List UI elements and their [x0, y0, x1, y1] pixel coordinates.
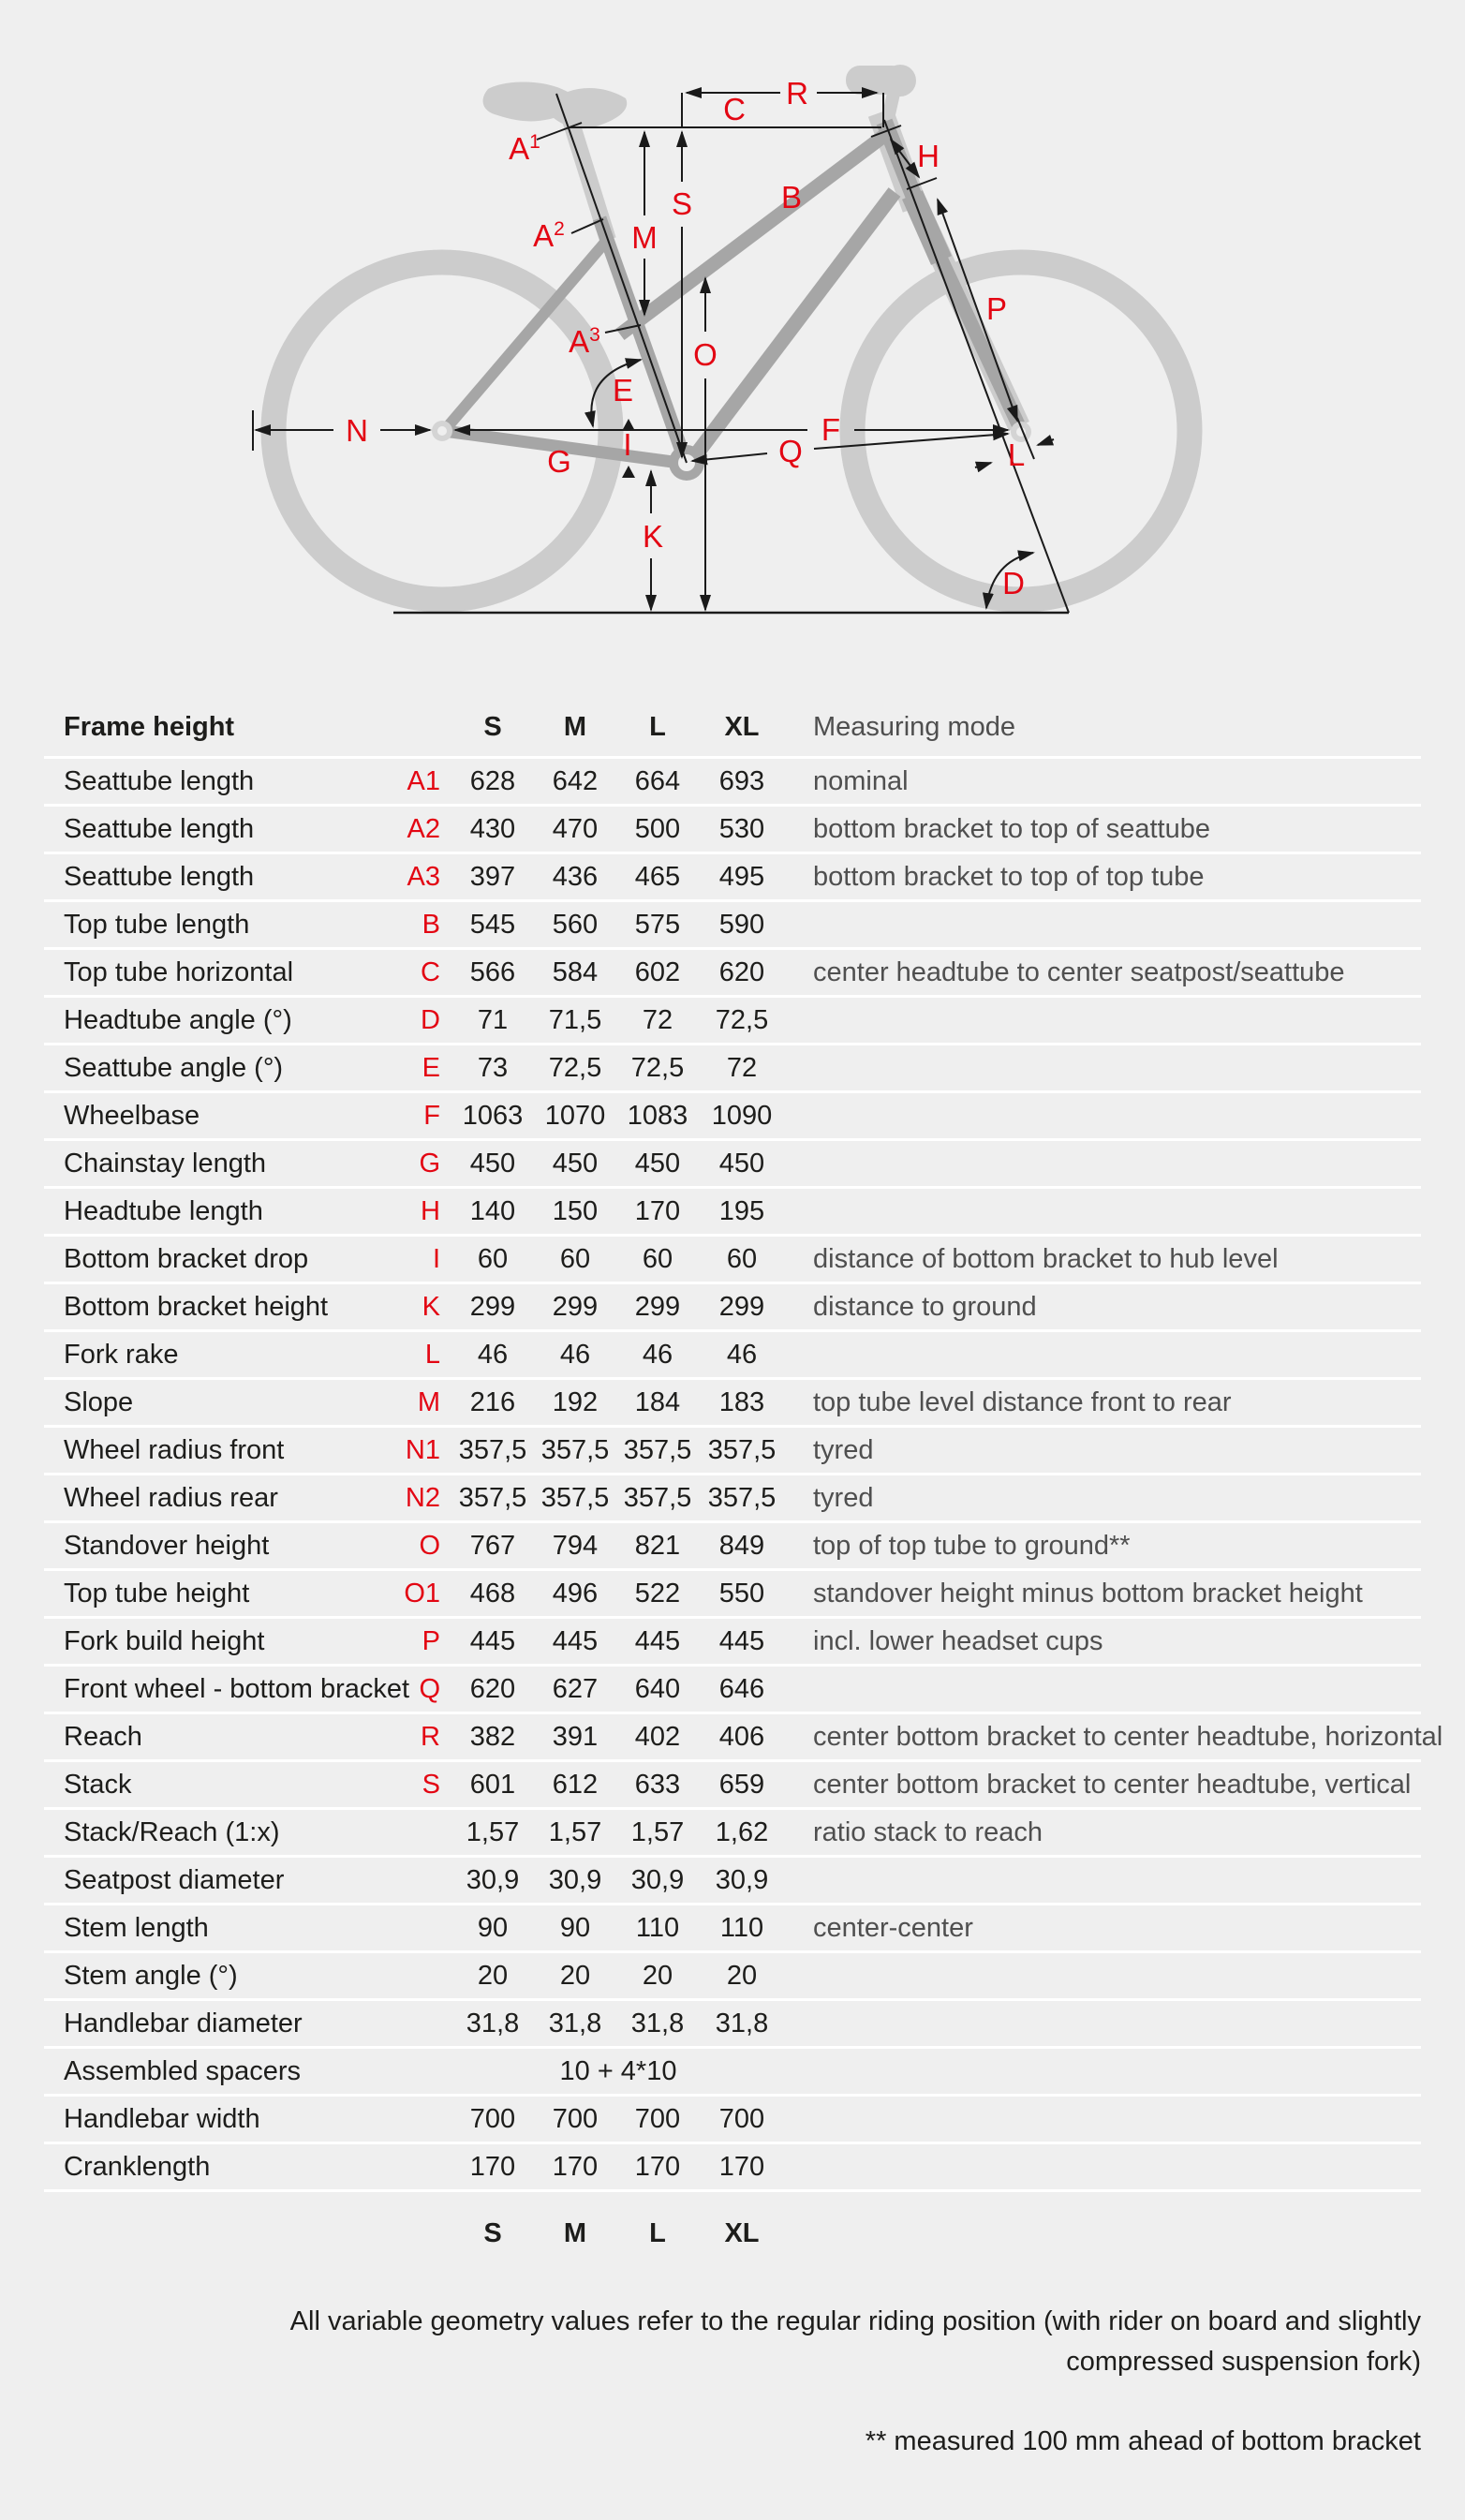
row-value-s: 382: [469, 1721, 516, 1752]
row-value-s: 46: [477, 1339, 509, 1370]
row-value-m: 60: [559, 1243, 591, 1274]
row-value-m: 450: [552, 1148, 599, 1178]
row-value-m: 170: [552, 2151, 599, 2182]
row-letter: N2: [405, 1482, 440, 1513]
row-letter: E: [422, 1052, 440, 1083]
row-letter: M: [417, 1386, 440, 1417]
row-label: Seattube length: [64, 813, 255, 844]
row-value-l: 110: [635, 1912, 680, 1943]
table-row: [44, 1237, 1421, 1284]
row-note: standover height minus bottom bracket height: [813, 1578, 1363, 1608]
row-label: Assembled spacers: [64, 2055, 302, 2086]
row-value-l: 402: [634, 1721, 681, 1752]
table-row: [44, 902, 1421, 950]
table-row: [44, 1619, 1421, 1667]
row-value-l: 1083: [627, 1100, 688, 1131]
row-value-l: 60: [642, 1243, 673, 1274]
row-value-xl: 72: [726, 1052, 758, 1083]
row-label: Front wheel - bottom bracket: [64, 1673, 410, 1704]
table-row: [44, 1428, 1421, 1475]
row-value-m: 72,5: [548, 1052, 602, 1083]
table-row: [44, 1045, 1421, 1093]
row-letter: H: [421, 1195, 440, 1226]
row-label: Stack: [64, 1769, 132, 1800]
row-span-value: 10 + 4*10: [559, 2055, 677, 2086]
row-label: Stem length: [64, 1912, 209, 1943]
row-value-m: 192: [552, 1386, 599, 1417]
diagram-label-R: R: [786, 76, 808, 111]
diagram-label-A1: $A^1$: [509, 131, 540, 166]
diagram-label-K: K: [642, 519, 664, 554]
row-note: center headtube to center seatpost/seattube: [813, 956, 1345, 987]
table-row: [44, 1810, 1421, 1858]
diagram-label-F: F: [821, 412, 841, 447]
footer-size-xl: XL: [724, 2218, 760, 2248]
table-row: [44, 1714, 1443, 1762]
row-value-s: 71: [477, 1004, 509, 1035]
i-arrow-bottom: [622, 466, 635, 478]
row-note: center-center: [813, 1912, 973, 1943]
row-value-xl: 1090: [711, 1100, 773, 1131]
table-row: [44, 1858, 1421, 1905]
row-value-l: 30,9: [630, 1864, 685, 1895]
row-value-s: 90: [477, 1912, 509, 1943]
row-value-xl: 170: [718, 2151, 765, 2182]
row-value-l: 46: [642, 1339, 673, 1370]
row-label: Handlebar diameter: [64, 2008, 303, 2038]
row-value-l: 357,5: [623, 1482, 692, 1513]
row-value-s: 628: [469, 765, 516, 796]
row-value-m: 627: [552, 1673, 599, 1704]
footer-size-s: S: [483, 2218, 502, 2248]
row-value-xl: 849: [718, 1530, 765, 1561]
table-row: [44, 2097, 1421, 2144]
row-label: Seattube angle (°): [64, 1052, 284, 1083]
row-letter: S: [422, 1769, 440, 1800]
row-note: bottom bracket to top of seattube: [813, 813, 1210, 844]
row-note: top of top tube to ground**: [813, 1530, 1131, 1561]
row-letter: A2: [407, 813, 440, 844]
row-value-xl: 110: [719, 1912, 764, 1943]
row-label: Seattube length: [64, 861, 255, 892]
row-value-m: 391: [552, 1721, 599, 1752]
table-row: [44, 2144, 1421, 2192]
header-measuring-mode: Measuring mode: [813, 711, 1015, 742]
row-label: Headtube angle (°): [64, 1004, 292, 1035]
row-value-s: 31,8: [466, 2008, 520, 2038]
row-value-xl: 183: [718, 1386, 765, 1417]
row-value-s: 430: [469, 813, 516, 844]
row-value-s: 767: [469, 1530, 516, 1561]
row-value-s: 170: [469, 2151, 516, 2182]
row-value-m: 150: [552, 1195, 599, 1226]
table-row: [44, 854, 1421, 902]
row-note: top tube level distance front to rear: [813, 1386, 1232, 1417]
row-value-m: 1,57: [548, 1816, 602, 1847]
table-row: [44, 1189, 1421, 1237]
table-row: [44, 1475, 1421, 1523]
table-row: [44, 1905, 1421, 1953]
bike-silhouette: [274, 65, 1190, 600]
table-row: [44, 1571, 1421, 1619]
row-letter: A3: [407, 861, 440, 892]
diagram-label-I: I: [623, 427, 632, 462]
measure-note: ** measured 100 mm ahead of bottom bracket: [865, 2426, 1421, 2456]
row-value-l: 184: [634, 1386, 681, 1417]
table-header-row: [44, 698, 1421, 759]
row-value-m: 612: [552, 1769, 599, 1800]
row-letter: K: [422, 1291, 440, 1322]
row-value-xl: 550: [718, 1578, 765, 1608]
row-note: ratio stack to reach: [813, 1816, 1043, 1847]
row-value-l: 20: [642, 1960, 673, 1991]
row-value-xl: 590: [718, 909, 765, 940]
row-label: Seatpost diameter: [64, 1864, 285, 1895]
row-value-l: 664: [634, 765, 681, 796]
row-value-s: 566: [469, 956, 516, 987]
row-value-xl: 700: [718, 2103, 765, 2134]
row-value-xl: 31,8: [715, 2008, 769, 2038]
row-note: distance to ground: [813, 1291, 1037, 1322]
row-value-m: 90: [559, 1912, 591, 1943]
row-value-xl: 693: [718, 765, 765, 796]
row-value-m: 642: [552, 765, 599, 796]
row-value-s: 60: [477, 1243, 509, 1274]
row-note: tyred: [813, 1482, 874, 1513]
row-value-xl: 46: [726, 1339, 758, 1370]
row-label: Top tube length: [64, 909, 250, 940]
diagram-label-P: P: [985, 291, 1008, 326]
table-row: [44, 2049, 1421, 2097]
diagram-label-M: M: [631, 220, 658, 255]
header-size-xl: XL: [724, 711, 760, 742]
row-value-xl: 299: [718, 1291, 765, 1322]
table-row: [44, 1093, 1421, 1141]
row-value-m: 470: [552, 813, 599, 844]
row-value-l: 700: [634, 2103, 681, 2134]
table-row: [44, 1523, 1421, 1571]
row-value-s: 1,57: [466, 1816, 520, 1847]
row-value-s: 357,5: [458, 1482, 527, 1513]
row-label: Wheel radius front: [64, 1434, 285, 1465]
row-note: tyred: [813, 1434, 874, 1465]
row-value-l: 1,57: [630, 1816, 685, 1847]
row-note: distance of bottom bracket to hub level: [813, 1243, 1279, 1274]
row-value-xl: 445: [718, 1625, 765, 1656]
diagram-label-O: O: [693, 337, 718, 372]
geometry-note: All variable geometry values refer to the regular riding position (with rider on board and slightly compressed suspension fork): [289, 2306, 1421, 2377]
row-value-m: 30,9: [548, 1864, 602, 1895]
row-letter: O: [419, 1530, 440, 1561]
row-label: Headtube length: [64, 1195, 263, 1226]
row-value-s: 397: [469, 861, 516, 892]
row-letter: G: [419, 1148, 440, 1178]
row-label: Cranklength: [64, 2151, 211, 2182]
diagram-label-C: C: [723, 92, 746, 126]
row-value-m: 584: [552, 956, 599, 987]
row-value-m: 496: [552, 1578, 599, 1608]
row-letter: R: [421, 1721, 440, 1752]
geometry-table: [44, 698, 1443, 2462]
row-label: Standover height: [64, 1530, 270, 1561]
row-value-s: 216: [469, 1386, 516, 1417]
row-value-l: 299: [634, 1291, 681, 1322]
table-row: [44, 1380, 1421, 1428]
row-value-xl: 20: [726, 1960, 758, 1991]
row-value-l: 31,8: [630, 2008, 685, 2038]
row-value-l: 633: [634, 1769, 681, 1800]
headtube-axis-line: [884, 120, 1069, 613]
row-value-l: 72: [642, 1004, 673, 1035]
row-label: Wheel radius rear: [64, 1482, 278, 1513]
row-value-s: 299: [469, 1291, 516, 1322]
row-value-xl: 60: [726, 1243, 758, 1274]
row-value-s: 20: [477, 1960, 509, 1991]
row-value-m: 700: [552, 2103, 599, 2134]
row-label: Wheelbase: [64, 1100, 200, 1131]
table-row: [44, 1284, 1421, 1332]
row-label: Top tube height: [64, 1578, 250, 1608]
row-value-s: 357,5: [458, 1434, 527, 1465]
row-value-l: 522: [634, 1578, 681, 1608]
row-value-xl: 659: [718, 1769, 765, 1800]
diagram-label-E: E: [612, 373, 634, 408]
row-letter: L: [424, 1339, 440, 1370]
row-value-xl: 450: [718, 1148, 765, 1178]
row-value-xl: 30,9: [715, 1864, 769, 1895]
row-letter: A1: [407, 765, 440, 796]
l-arrow-left: [975, 463, 991, 467]
row-value-xl: 1,62: [715, 1816, 769, 1847]
row-value-l: 500: [634, 813, 681, 844]
rear-hub-hole: [437, 426, 447, 436]
table-row: [44, 998, 1421, 1045]
footer-size-l: L: [649, 2218, 666, 2248]
row-value-s: 1063: [462, 1100, 524, 1131]
row-label: Chainstay length: [64, 1148, 267, 1178]
row-note: incl. lower headset cups: [813, 1625, 1103, 1656]
diagram-label-S: S: [671, 186, 693, 221]
row-value-s: 140: [469, 1195, 516, 1226]
row-value-s: 601: [469, 1769, 516, 1800]
row-value-s: 445: [469, 1625, 516, 1656]
row-note: center bottom bracket to center headtube, vertical: [813, 1769, 1412, 1800]
row-note: bottom bracket to top of top tube: [813, 861, 1205, 892]
row-label: Slope: [64, 1386, 134, 1417]
row-letter: P: [422, 1625, 440, 1656]
row-value-xl: 357,5: [707, 1434, 777, 1465]
diagram-labels: [346, 76, 1025, 600]
row-label: Seattube length: [64, 765, 255, 796]
footnotes: [44, 2302, 1421, 2462]
row-value-xl: 495: [718, 861, 765, 892]
bike-frame: [432, 122, 1031, 481]
table-row: [44, 2001, 1421, 2049]
row-value-m: 20: [559, 1960, 591, 1991]
diagram-label-Q: Q: [778, 434, 803, 468]
row-value-m: 357,5: [540, 1482, 610, 1513]
row-value-l: 465: [634, 861, 681, 892]
table-row: [44, 759, 1421, 807]
row-label: Bottom bracket drop: [64, 1243, 309, 1274]
row-value-xl: 357,5: [707, 1482, 777, 1513]
diagram-label-B: B: [780, 180, 803, 215]
diagram-label-A3: $A^3$: [569, 324, 600, 359]
diagram-label-H: H: [917, 139, 940, 173]
diagram-label-A2: $A^2$: [533, 218, 565, 253]
row-letter: C: [421, 956, 440, 987]
header-size-m: M: [563, 711, 587, 742]
row-letter: D: [421, 1004, 440, 1035]
diagram-label-N: N: [346, 413, 368, 448]
row-value-s: 30,9: [466, 1864, 520, 1895]
row-label: Reach: [64, 1721, 142, 1752]
row-value-m: 794: [552, 1530, 599, 1561]
table-row: [44, 1141, 1421, 1189]
row-value-l: 445: [634, 1625, 681, 1656]
row-value-l: 170: [634, 2151, 681, 2182]
sizes-footer-row: [44, 2192, 1421, 2249]
row-label: Top tube horizontal: [64, 956, 294, 987]
row-letter: F: [423, 1100, 440, 1131]
row-value-m: 1070: [544, 1100, 606, 1131]
header-size-s: S: [483, 711, 502, 742]
row-value-xl: 530: [718, 813, 765, 844]
row-letter: O1: [404, 1578, 440, 1608]
row-label: Handlebar width: [64, 2103, 260, 2134]
row-letter: B: [422, 909, 440, 940]
row-label: Stem angle (°): [64, 1960, 238, 1991]
row-value-m: 436: [552, 861, 599, 892]
table-title: Frame height: [64, 711, 235, 742]
row-value-s: 620: [469, 1673, 516, 1704]
row-note: center bottom bracket to center headtube, horizontal: [813, 1721, 1443, 1752]
row-value-xl: 406: [718, 1721, 765, 1752]
table-row: [44, 1332, 1421, 1380]
row-value-xl: 646: [718, 1673, 765, 1704]
row-value-s: 450: [469, 1148, 516, 1178]
row-value-s: 73: [477, 1052, 509, 1083]
row-value-l: 575: [634, 909, 681, 940]
table-row: [44, 950, 1421, 998]
row-value-xl: 195: [718, 1195, 765, 1226]
row-value-l: 821: [634, 1530, 681, 1561]
diagram-label-D: D: [1002, 566, 1025, 600]
table-body: [44, 759, 1443, 2192]
l-arrow-right: [1038, 439, 1054, 445]
row-value-m: 31,8: [548, 2008, 602, 2038]
diagram-label-G: G: [547, 444, 571, 479]
table-row: [44, 1667, 1421, 1714]
table-row: [44, 1953, 1421, 2001]
saddle: [483, 82, 628, 128]
row-value-xl: 620: [718, 956, 765, 987]
row-value-l: 640: [634, 1673, 681, 1704]
table-row: [44, 1762, 1421, 1810]
row-label: Fork rake: [64, 1339, 179, 1370]
row-value-l: 72,5: [630, 1052, 685, 1083]
row-label: Bottom bracket height: [64, 1291, 329, 1322]
row-letter: N1: [405, 1434, 440, 1465]
row-value-l: 357,5: [623, 1434, 692, 1465]
row-value-s: 468: [469, 1578, 516, 1608]
row-value-m: 357,5: [540, 1434, 610, 1465]
row-value-s: 700: [469, 2103, 516, 2134]
row-value-m: 299: [552, 1291, 599, 1322]
bike-geometry-svg: [0, 0, 1465, 656]
row-value-m: 560: [552, 909, 599, 940]
row-label: Stack/Reach (1:x): [64, 1816, 280, 1847]
row-letter: I: [432, 1243, 440, 1274]
row-value-l: 450: [634, 1148, 681, 1178]
row-value-m: 445: [552, 1625, 599, 1656]
row-value-m: 46: [559, 1339, 591, 1370]
row-letter: Q: [419, 1673, 440, 1704]
row-value-l: 602: [634, 956, 681, 987]
row-value-s: 545: [469, 909, 516, 940]
row-value-l: 170: [634, 1195, 681, 1226]
geometry-diagram: [0, 0, 1465, 656]
footer-size-m: M: [563, 2218, 587, 2248]
top-tube: [620, 132, 889, 334]
row-value-m: 71,5: [548, 1004, 602, 1035]
fork-leg: [940, 256, 1018, 424]
header-size-l: L: [649, 711, 666, 742]
diagram-label-L: L: [1007, 437, 1026, 472]
row-label: Fork build height: [64, 1625, 265, 1656]
table-row: [44, 807, 1421, 854]
row-value-xl: 72,5: [715, 1004, 769, 1035]
row-note: nominal: [813, 765, 909, 796]
